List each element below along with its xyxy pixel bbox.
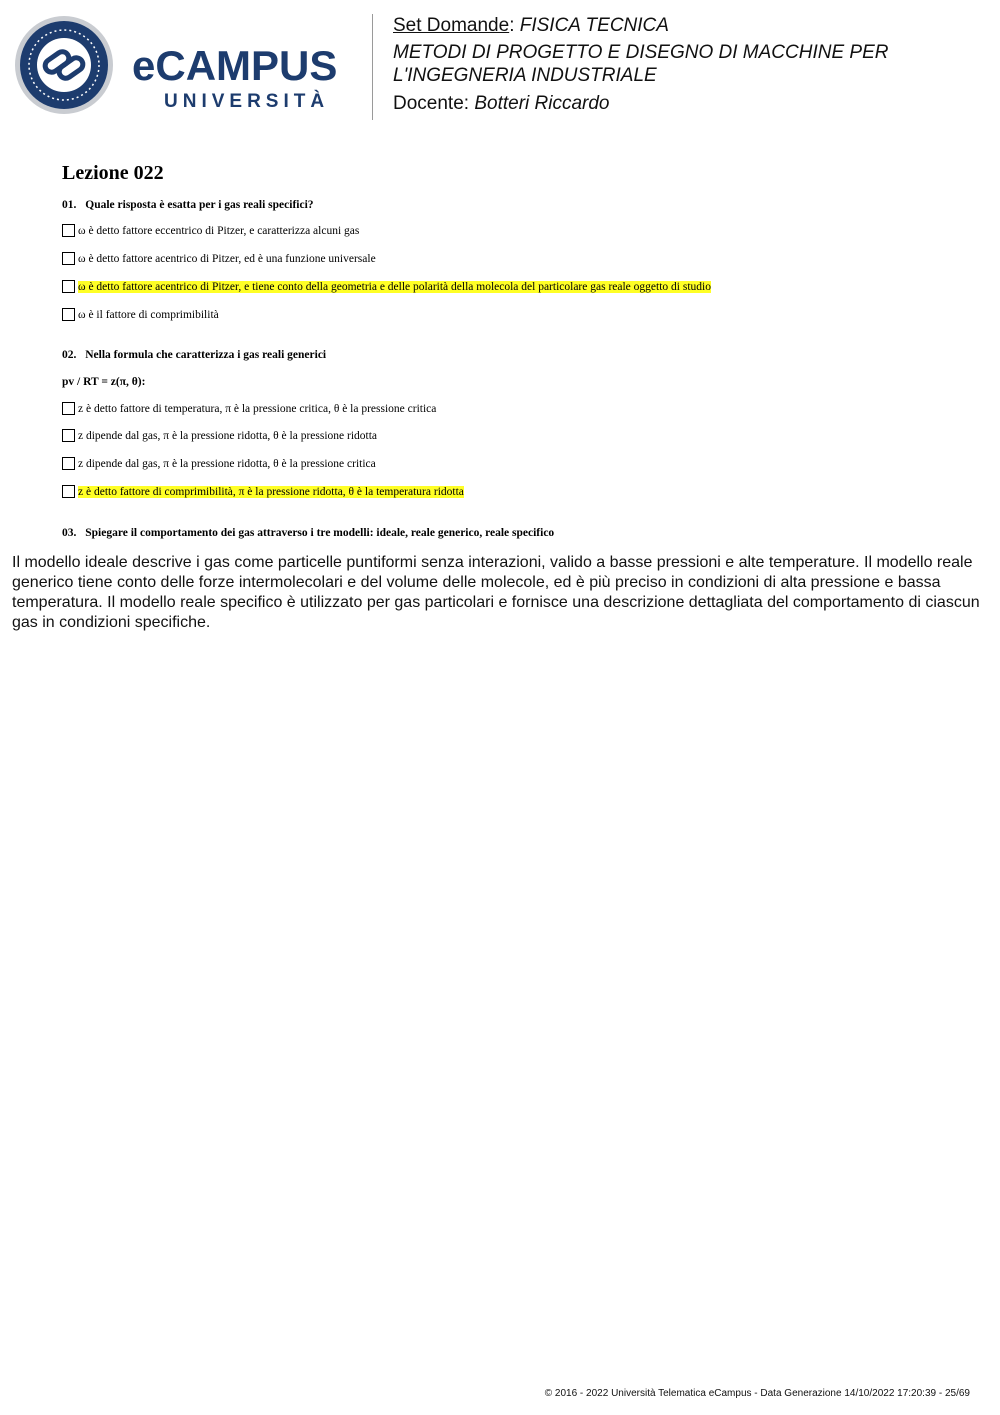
q1-option-2[interactable] xyxy=(62,252,376,265)
option-text-highlighted: ω è detto fattore acentrico di Pitzer, e tiene conto della geometria e delle polarità della molecola del particolare gas reale oggetto di studio xyxy=(78,280,711,293)
ecampus-logo xyxy=(14,14,359,117)
option-text-highlighted: z è detto fattore di comprimibilità, π è la pressione ridotta, θ è la temperatura ridotta xyxy=(78,485,464,498)
option-text: ω è detto fattore acentrico di Pitzer, ed è una funzione universale xyxy=(78,252,376,265)
document-header xyxy=(393,14,983,115)
question-03 xyxy=(62,527,554,539)
question-formula: pv / RT = z(π, θ): xyxy=(62,376,146,388)
option-text: z è detto fattore di temperatura, π è la pressione critica, θ è la pressione critica xyxy=(78,402,437,415)
ecampus-wordmark: eCAMPUS xyxy=(132,42,338,89)
checkbox-icon[interactable] xyxy=(62,485,75,498)
docente-name: Botteri Riccardo xyxy=(474,93,610,114)
option-text: z dipende dal gas, π è la pressione ridotta, θ è la pressione ridotta xyxy=(78,429,378,442)
checkbox-icon[interactable] xyxy=(62,429,75,442)
universita-wordmark: UNIVERSITÀ xyxy=(164,91,330,112)
checkbox-icon[interactable] xyxy=(62,402,75,415)
q1-option-4[interactable] xyxy=(62,308,219,321)
header-divider xyxy=(372,14,373,120)
option-text: ω è il fattore di comprimibilità xyxy=(78,308,219,321)
course-line-1 xyxy=(393,41,983,64)
question-01 xyxy=(62,199,314,211)
option-text: ω è detto fattore eccentrico di Pitzer, e caratterizza alcuni gas xyxy=(78,224,360,237)
q1-option-1[interactable] xyxy=(62,224,359,237)
course-name-1: METODI DI PROGETTO E DISEGNO DI MACCHINE PER xyxy=(393,42,889,63)
option-text: z dipende dal gas, π è la pressione ridotta, θ è la pressione critica xyxy=(78,457,376,470)
question-number: 03. xyxy=(62,527,77,539)
docente-label: Docente: xyxy=(393,93,470,114)
q2-option-1[interactable] xyxy=(62,402,436,415)
q1-option-3[interactable] xyxy=(62,280,711,293)
docente-line xyxy=(393,92,983,115)
set-domande-line xyxy=(393,14,983,37)
set-label: Set Domande xyxy=(393,15,510,36)
set-separator: : xyxy=(509,15,515,36)
subject: FISICA TECNICA xyxy=(519,15,669,36)
question-text: Quale risposta è esatta per i gas reali specifici? xyxy=(85,199,314,211)
question-number: 01. xyxy=(62,199,77,211)
checkbox-icon[interactable] xyxy=(62,457,75,470)
checkbox-icon[interactable] xyxy=(62,252,75,265)
question-02 xyxy=(62,349,326,361)
course-name-2: L'INGEGNERIA INDUSTRIALE xyxy=(393,65,657,86)
checkbox-icon[interactable] xyxy=(62,224,75,237)
course-line-2 xyxy=(393,64,983,87)
checkbox-icon[interactable] xyxy=(62,308,75,321)
question-number: 02. xyxy=(62,349,77,361)
ecampus-seal-icon xyxy=(15,16,113,114)
q2-option-4[interactable] xyxy=(62,485,464,498)
q2-option-2[interactable] xyxy=(62,429,377,442)
page-footer: © 2016 - 2022 Università Telematica eCampus - Data Generazione 14/10/2022 17:20:39 - 25/69 xyxy=(544,1388,970,1399)
answer-text: Il modello ideale descrive i gas come particelle puntiformi senza interazioni, valido a basse pressioni e alte temperature. Il modello reale generico tiene conto delle forze intermolecolari e del volume delle molecole, ed è più preciso in condizioni di alta pressione e bassa temperatura. Il modello reale specifico è utilizzato per gas particolari e fornisce una descrizione dettagliata del comportamento di ciascun gas in condizioni specifiche. xyxy=(12,554,980,631)
lesson-title: Lezione 022 xyxy=(62,162,164,184)
question-text: Nella formula che caratterizza i gas reali generici xyxy=(85,349,327,361)
question-text: Spiegare il comportamento dei gas attraverso i tre modelli: ideale, reale generico, reale specifico xyxy=(85,527,555,539)
checkbox-icon[interactable] xyxy=(62,280,75,293)
q2-option-3[interactable] xyxy=(62,457,376,470)
